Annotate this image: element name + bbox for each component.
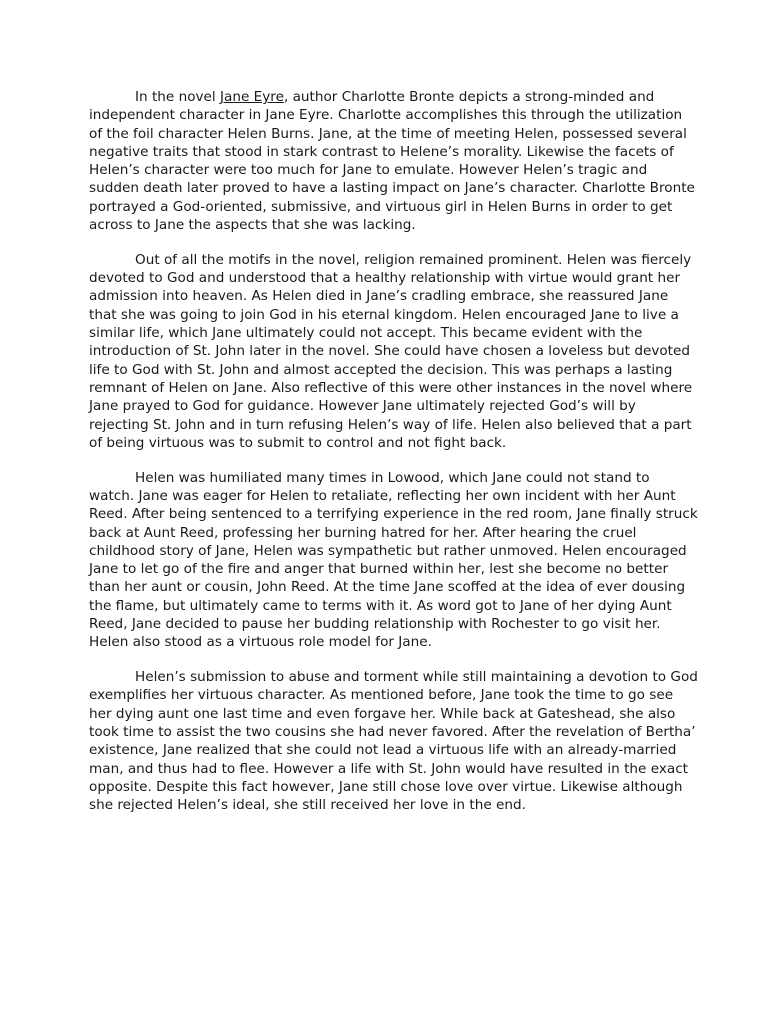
novel-title-reference: Jane Eyre	[220, 89, 284, 105]
paragraph-2: Out of all the motifs in the novel, religion remained prominent. Helen was fiercely devoted to God and understood that a healthy relationship with virtue would grant her admission into heaven. As Helen died in Jane’s cradling embrace, she reassured Jane that she was going to join God in his eternal kingdom. Helen encouraged Jane to live a similar life, which Jane ultimately could not accept. This became evident with the introduction of St. John later in the novel. She could have chosen a loveless but devoted life to God with St. John and almost accepted the decision. This was perhaps a lasting remnant of Helen on Jane. Also reflective of this were other instances in the novel where Jane prayed to God for guidance. However Jane ultimately rejected God’s will by rejecting St. John and in turn refusing Helen’s way of life. Helen also believed that a part of being virtuous was to submit to control and not fight back.	[89, 251, 693, 451]
paragraph-1-body: , author Charlotte Bronte depicts a strong-minded and independent character in Jane Eyre. Charlotte accomplishes this through the utilization of the foil character Helen Burns. Jane, at the time of meeting Helen, possessed several negative traits that stood in stark contrast to Helene’s morality. Likewise the facets of Helen’s character were too much for Jane to emulate. However Helen’s tragic and sudden death later proved to have a lasting impact on Jane’s character. Charlotte Bronte portrayed a God-oriented, submissive, and virtuous girl in Helen Burns in order to get across to Jane the aspects that she was lacking.	[89, 89, 695, 234]
paragraph-1-lead: In the novel	[135, 89, 221, 105]
paragraph-4: Helen’s submission to abuse and torment while still maintaining a devotion to God exemplifies her virtuous character. As mentioned before, Jane took the time to go see her dying aunt one last time and even forgave her. While back at Gateshead, she also took time to assist the two cousins she had never favored. After the revelation of Bertha’ existence, Jane realized that she could not lead a virtuous life with an already-married man, and thus had to flee. However a life with St. John would have resulted in the exact opposite. Despite this fact however, Jane still chose love over virtue. Likewise although she rejected Helen’s ideal, she still received her love in the end.	[89, 669, 698, 814]
paragraph-1	[89, 88, 698, 234]
paragraph-3: Helen was humiliated many times in Lowood, which Jane could not stand to watch. Jane was eager for Helen to retaliate, reflecting her own incident with her Aunt Reed. After being sentenced to a terrifying experience in the red room, Jane finally struck back at Aunt Reed, professing her burning hatred for her. After hearing the cruel childhood story of Jane, Helen was sympathetic but rather unmoved. Helen encouraged Jane to let go of the fire and anger that burned within her, lest she become no better than her aunt or cousin, John Reed. At the time Jane scoffed at the idea of ever dousing the flame, but ultimately came to terms with it. As word got to Jane of her dying Aunt Reed, Jane decided to pause her budding relationship with Rochester to go visit her. Helen also stood as a virtuous role model for Jane.	[89, 469, 698, 651]
